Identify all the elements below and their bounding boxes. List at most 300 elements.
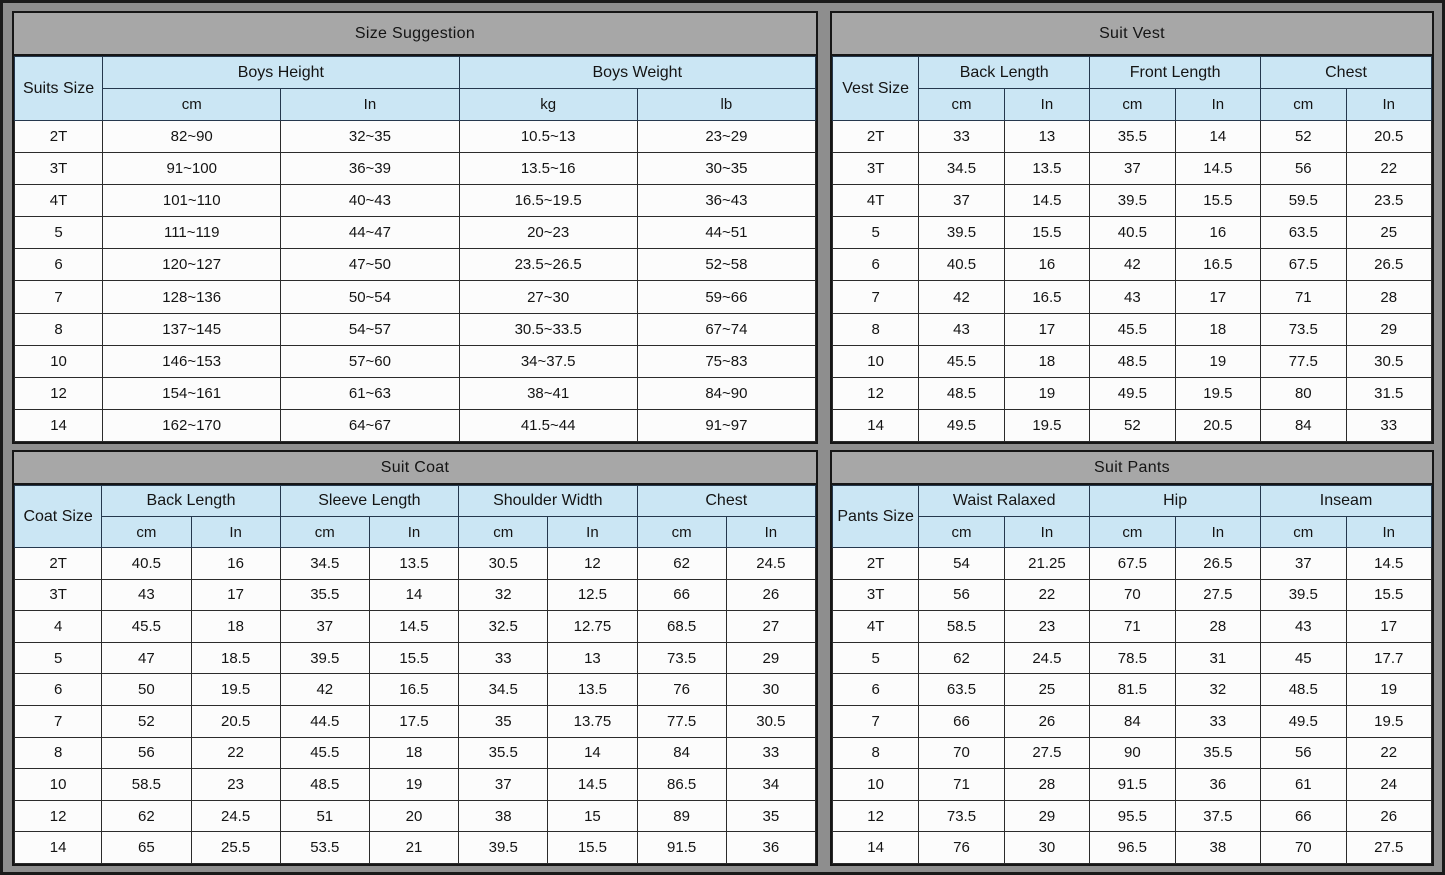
value-cell: 25.5 [191,832,280,864]
table-row [833,249,1432,281]
value-cell: 13 [548,642,637,674]
value-cell: 19.5 [1175,377,1260,409]
value-cell: 47 [102,642,191,674]
value-cell: 162~170 [103,409,281,441]
table-row [833,832,1432,864]
value-cell: 19 [1004,377,1089,409]
unit-header: kg [459,89,637,121]
value-cell: 30.5 [726,705,815,737]
value-cell: 66 [1261,800,1346,832]
table-row [15,832,816,864]
unit-header: cm [459,517,548,548]
value-cell: 26 [1004,705,1089,737]
measure-group-header: Boys Height [103,57,459,89]
unit-header: cm [280,517,369,548]
value-cell: 17 [1175,281,1260,313]
measure-group-header: Chest [1261,57,1432,89]
value-cell: 21.25 [1004,548,1089,580]
size-cell: 14 [15,832,102,864]
value-cell: 13.75 [548,705,637,737]
value-cell: 42 [280,674,369,706]
value-cell: 17.5 [369,705,458,737]
value-cell: 96.5 [1090,832,1175,864]
table-row [15,345,816,377]
value-cell: 13.5 [548,674,637,706]
size-column-header: Coat Size [15,486,102,548]
value-cell: 27.5 [1346,832,1431,864]
value-cell: 15.5 [1175,185,1260,217]
value-cell: 25 [1346,217,1431,249]
value-cell: 22 [191,737,280,769]
size-cell: 12 [15,377,103,409]
table-title: Suit Pants [832,452,1432,485]
value-cell: 16.5 [1004,281,1089,313]
size-cell: 7 [833,705,919,737]
table-row [833,579,1432,611]
value-cell: 14.5 [369,611,458,643]
value-cell: 76 [637,674,726,706]
value-cell: 14 [1175,121,1260,153]
value-cell: 43 [102,579,191,611]
table-row [15,121,816,153]
value-cell: 71 [919,769,1004,801]
unit-header: In [1175,89,1260,121]
value-cell: 40~43 [281,185,459,217]
measure-group-header: Back Length [919,57,1090,89]
value-cell: 39.5 [919,217,1004,249]
unit-header: cm [919,517,1004,548]
value-cell: 49.5 [1261,705,1346,737]
size-cell: 7 [15,281,103,313]
unit-header: cm [1261,89,1346,121]
value-cell: 35 [459,705,548,737]
value-cell: 23~29 [637,121,815,153]
size-cell: 10 [15,769,102,801]
value-cell: 57~60 [281,345,459,377]
value-cell: 15 [548,800,637,832]
measure-group-header: Waist Ralaxed [919,486,1090,517]
value-cell: 45.5 [102,611,191,643]
value-cell: 23 [1004,611,1089,643]
table-row [833,377,1432,409]
size-cell: 4T [15,185,103,217]
value-cell: 18 [191,611,280,643]
value-cell: 31.5 [1346,377,1431,409]
table-row [15,313,816,345]
value-cell: 38 [1175,832,1260,864]
size-cell: 6 [15,674,102,706]
value-cell: 80 [1261,377,1346,409]
value-cell: 28 [1346,281,1431,313]
table-row [15,281,816,313]
table-row [833,642,1432,674]
size-suggestion-table [12,11,818,444]
value-cell: 14 [548,737,637,769]
value-cell: 52 [102,705,191,737]
value-cell: 26 [726,579,815,611]
table-row [15,217,816,249]
value-cell: 39.5 [459,832,548,864]
unit-header: cm [919,89,1004,121]
size-suggestion-grid [14,56,816,442]
value-cell: 33 [1346,409,1431,441]
value-cell: 27~30 [459,281,637,313]
value-cell: 45 [1261,642,1346,674]
table-row [833,217,1432,249]
table-row [833,800,1432,832]
value-cell: 19.5 [1346,705,1431,737]
value-cell: 16.5~19.5 [459,185,637,217]
unit-header: In [1346,517,1431,548]
value-cell: 52 [1090,409,1175,441]
size-cell: 12 [15,800,102,832]
value-cell: 40.5 [1090,217,1175,249]
suit-coat-table [12,450,818,866]
value-cell: 34 [726,769,815,801]
value-cell: 24 [1346,769,1431,801]
size-cell: 14 [833,832,919,864]
value-cell: 30 [726,674,815,706]
table-row [15,409,816,441]
value-cell: 21 [369,832,458,864]
measure-group-header: Shoulder Width [459,486,637,517]
table-row [833,313,1432,345]
value-cell: 20 [369,800,458,832]
value-cell: 101~110 [103,185,281,217]
value-cell: 75~83 [637,345,815,377]
value-cell: 18 [1004,345,1089,377]
value-cell: 39.5 [1090,185,1175,217]
value-cell: 67.5 [1090,548,1175,580]
size-cell: 6 [15,249,103,281]
value-cell: 42 [1090,249,1175,281]
value-cell: 70 [1261,832,1346,864]
table-row [15,674,816,706]
value-cell: 37.5 [1175,800,1260,832]
value-cell: 154~161 [103,377,281,409]
size-cell: 2T [15,121,103,153]
table-row [15,611,816,643]
value-cell: 14.5 [1004,185,1089,217]
value-cell: 43 [1090,281,1175,313]
unit-header: cm [1090,517,1175,548]
value-cell: 15.5 [369,642,458,674]
unit-header: In [1346,89,1431,121]
value-cell: 24.5 [726,548,815,580]
value-cell: 37 [1090,153,1175,185]
unit-header: cm [103,89,281,121]
value-cell: 120~127 [103,249,281,281]
value-cell: 16.5 [1175,249,1260,281]
value-cell: 54 [919,548,1004,580]
value-cell: 18 [1175,313,1260,345]
value-cell: 50~54 [281,281,459,313]
value-cell: 17 [1346,611,1431,643]
value-cell: 18.5 [191,642,280,674]
value-cell: 66 [637,579,726,611]
unit-header: cm [102,517,191,548]
value-cell: 52 [1261,121,1346,153]
value-cell: 22 [1004,579,1089,611]
value-cell: 14.5 [548,769,637,801]
value-cell: 84 [637,737,726,769]
value-cell: 48.5 [1261,674,1346,706]
value-cell: 30 [1004,832,1089,864]
value-cell: 24.5 [1004,642,1089,674]
table-row [833,674,1432,706]
value-cell: 17.7 [1346,642,1431,674]
value-cell: 58.5 [919,611,1004,643]
value-cell: 12.75 [548,611,637,643]
value-cell: 48.5 [919,377,1004,409]
value-cell: 38 [459,800,548,832]
size-cell: 3T [833,153,919,185]
value-cell: 137~145 [103,313,281,345]
value-cell: 34.5 [459,674,548,706]
value-cell: 91.5 [1090,769,1175,801]
value-cell: 77.5 [1261,345,1346,377]
value-cell: 51 [280,800,369,832]
value-cell: 61 [1261,769,1346,801]
unit-header: In [369,517,458,548]
value-cell: 30.5 [459,548,548,580]
value-cell: 67~74 [637,313,815,345]
value-cell: 35.5 [459,737,548,769]
size-cell: 12 [833,377,919,409]
value-cell: 44~51 [637,217,815,249]
value-cell: 48.5 [1090,345,1175,377]
value-cell: 91~100 [103,153,281,185]
value-cell: 23.5~26.5 [459,249,637,281]
size-cell: 5 [833,642,919,674]
size-cell: 4T [833,611,919,643]
table-row [15,769,816,801]
value-cell: 90 [1090,737,1175,769]
unit-header: In [1004,89,1089,121]
value-cell: 63.5 [1261,217,1346,249]
value-cell: 48.5 [280,769,369,801]
value-cell: 35 [726,800,815,832]
suit-coat-grid [14,485,816,864]
table-row [15,705,816,737]
value-cell: 19 [1346,674,1431,706]
value-cell: 41.5~44 [459,409,637,441]
value-cell: 91.5 [637,832,726,864]
value-cell: 84 [1261,409,1346,441]
size-cell: 8 [15,313,103,345]
value-cell: 56 [1261,153,1346,185]
value-cell: 111~119 [103,217,281,249]
table-row [15,800,816,832]
value-cell: 26 [1346,800,1431,832]
value-cell: 71 [1090,611,1175,643]
measure-group-header: Sleeve Length [280,486,458,517]
size-cell: 6 [833,674,919,706]
table-row [15,579,816,611]
value-cell: 31 [1175,642,1260,674]
value-cell: 49.5 [919,409,1004,441]
value-cell: 45.5 [280,737,369,769]
table-row [15,377,816,409]
value-cell: 53.5 [280,832,369,864]
value-cell: 13.5 [369,548,458,580]
value-cell: 66 [919,705,1004,737]
value-cell: 43 [919,313,1004,345]
value-cell: 32 [1175,674,1260,706]
size-cell: 4T [833,185,919,217]
value-cell: 20.5 [1175,409,1260,441]
size-cell: 2T [15,548,102,580]
size-cell: 3T [15,153,103,185]
value-cell: 16 [1175,217,1260,249]
value-cell: 34~37.5 [459,345,637,377]
value-cell: 77.5 [637,705,726,737]
table-row [833,409,1432,441]
value-cell: 20.5 [1346,121,1431,153]
value-cell: 54~57 [281,313,459,345]
size-column-header: Pants Size [833,486,919,548]
unit-header: In [191,517,280,548]
value-cell: 16 [1004,249,1089,281]
value-cell: 35.5 [1175,737,1260,769]
measure-group-header: Chest [637,486,815,517]
unit-header: In [1004,517,1089,548]
size-cell: 14 [15,409,103,441]
value-cell: 81.5 [1090,674,1175,706]
value-cell: 37 [919,185,1004,217]
value-cell: 38~41 [459,377,637,409]
measure-group-header: Back Length [102,486,280,517]
size-cell: 7 [833,281,919,313]
suit-pants-grid [832,485,1432,864]
value-cell: 64~67 [281,409,459,441]
value-cell: 70 [919,737,1004,769]
value-cell: 27.5 [1004,737,1089,769]
value-cell: 40.5 [919,249,1004,281]
value-cell: 14 [369,579,458,611]
value-cell: 39.5 [1261,579,1346,611]
value-cell: 82~90 [103,121,281,153]
value-cell: 29 [726,642,815,674]
unit-header: lb [637,89,815,121]
unit-header: In [548,517,637,548]
value-cell: 44.5 [280,705,369,737]
value-cell: 19.5 [191,674,280,706]
size-cell: 8 [833,313,919,345]
unit-header: In [281,89,459,121]
value-cell: 17 [191,579,280,611]
value-cell: 24.5 [191,800,280,832]
value-cell: 67.5 [1261,249,1346,281]
value-cell: 78.5 [1090,642,1175,674]
value-cell: 14.5 [1346,548,1431,580]
value-cell: 68.5 [637,611,726,643]
size-cell: 6 [833,249,919,281]
value-cell: 35.5 [1090,121,1175,153]
size-cell: 8 [15,737,102,769]
unit-header: In [726,517,815,548]
value-cell: 43 [1261,611,1346,643]
value-cell: 56 [919,579,1004,611]
table-row [833,121,1432,153]
value-cell: 89 [637,800,726,832]
suit-pants-table [830,450,1434,866]
value-cell: 84 [1090,705,1175,737]
size-cell: 3T [833,579,919,611]
value-cell: 27 [726,611,815,643]
value-cell: 58.5 [102,769,191,801]
value-cell: 59.5 [1261,185,1346,217]
value-cell: 22 [1346,153,1431,185]
value-cell: 29 [1004,800,1089,832]
size-cell: 5 [15,642,102,674]
value-cell: 32~35 [281,121,459,153]
value-cell: 17 [1004,313,1089,345]
value-cell: 28 [1175,611,1260,643]
value-cell: 36 [1175,769,1260,801]
table-row [833,185,1432,217]
value-cell: 34.5 [919,153,1004,185]
value-cell: 13.5 [1004,153,1089,185]
size-cell: 8 [833,737,919,769]
size-cell: 12 [833,800,919,832]
size-cell: 7 [15,705,102,737]
size-cell: 5 [15,217,103,249]
size-cell: 10 [833,345,919,377]
value-cell: 36~43 [637,185,815,217]
value-cell: 62 [102,800,191,832]
value-cell: 73.5 [1261,313,1346,345]
value-cell: 33 [1175,705,1260,737]
size-cell: 14 [833,409,919,441]
value-cell: 32.5 [459,611,548,643]
size-cell: 10 [15,345,103,377]
table-row [15,249,816,281]
value-cell: 62 [919,642,1004,674]
value-cell: 59~66 [637,281,815,313]
value-cell: 32 [459,579,548,611]
value-cell: 128~136 [103,281,281,313]
value-cell: 33 [919,121,1004,153]
value-cell: 33 [459,642,548,674]
value-cell: 36~39 [281,153,459,185]
value-cell: 47~50 [281,249,459,281]
value-cell: 62 [637,548,726,580]
suit-vest-table [830,11,1434,444]
table-row [833,345,1432,377]
value-cell: 39.5 [280,642,369,674]
value-cell: 30.5~33.5 [459,313,637,345]
value-cell: 28 [1004,769,1089,801]
table-row [833,281,1432,313]
measure-group-header: Inseam [1261,486,1432,517]
value-cell: 52~58 [637,249,815,281]
value-cell: 73.5 [637,642,726,674]
value-cell: 73.5 [919,800,1004,832]
value-cell: 29 [1346,313,1431,345]
value-cell: 56 [1261,737,1346,769]
value-cell: 20.5 [191,705,280,737]
table-row [833,705,1432,737]
value-cell: 20~23 [459,217,637,249]
table-row [15,185,816,217]
value-cell: 15.5 [1346,579,1431,611]
value-cell: 33 [726,737,815,769]
value-cell: 37 [280,611,369,643]
value-cell: 23.5 [1346,185,1431,217]
size-cell: 3T [15,579,102,611]
value-cell: 34.5 [280,548,369,580]
